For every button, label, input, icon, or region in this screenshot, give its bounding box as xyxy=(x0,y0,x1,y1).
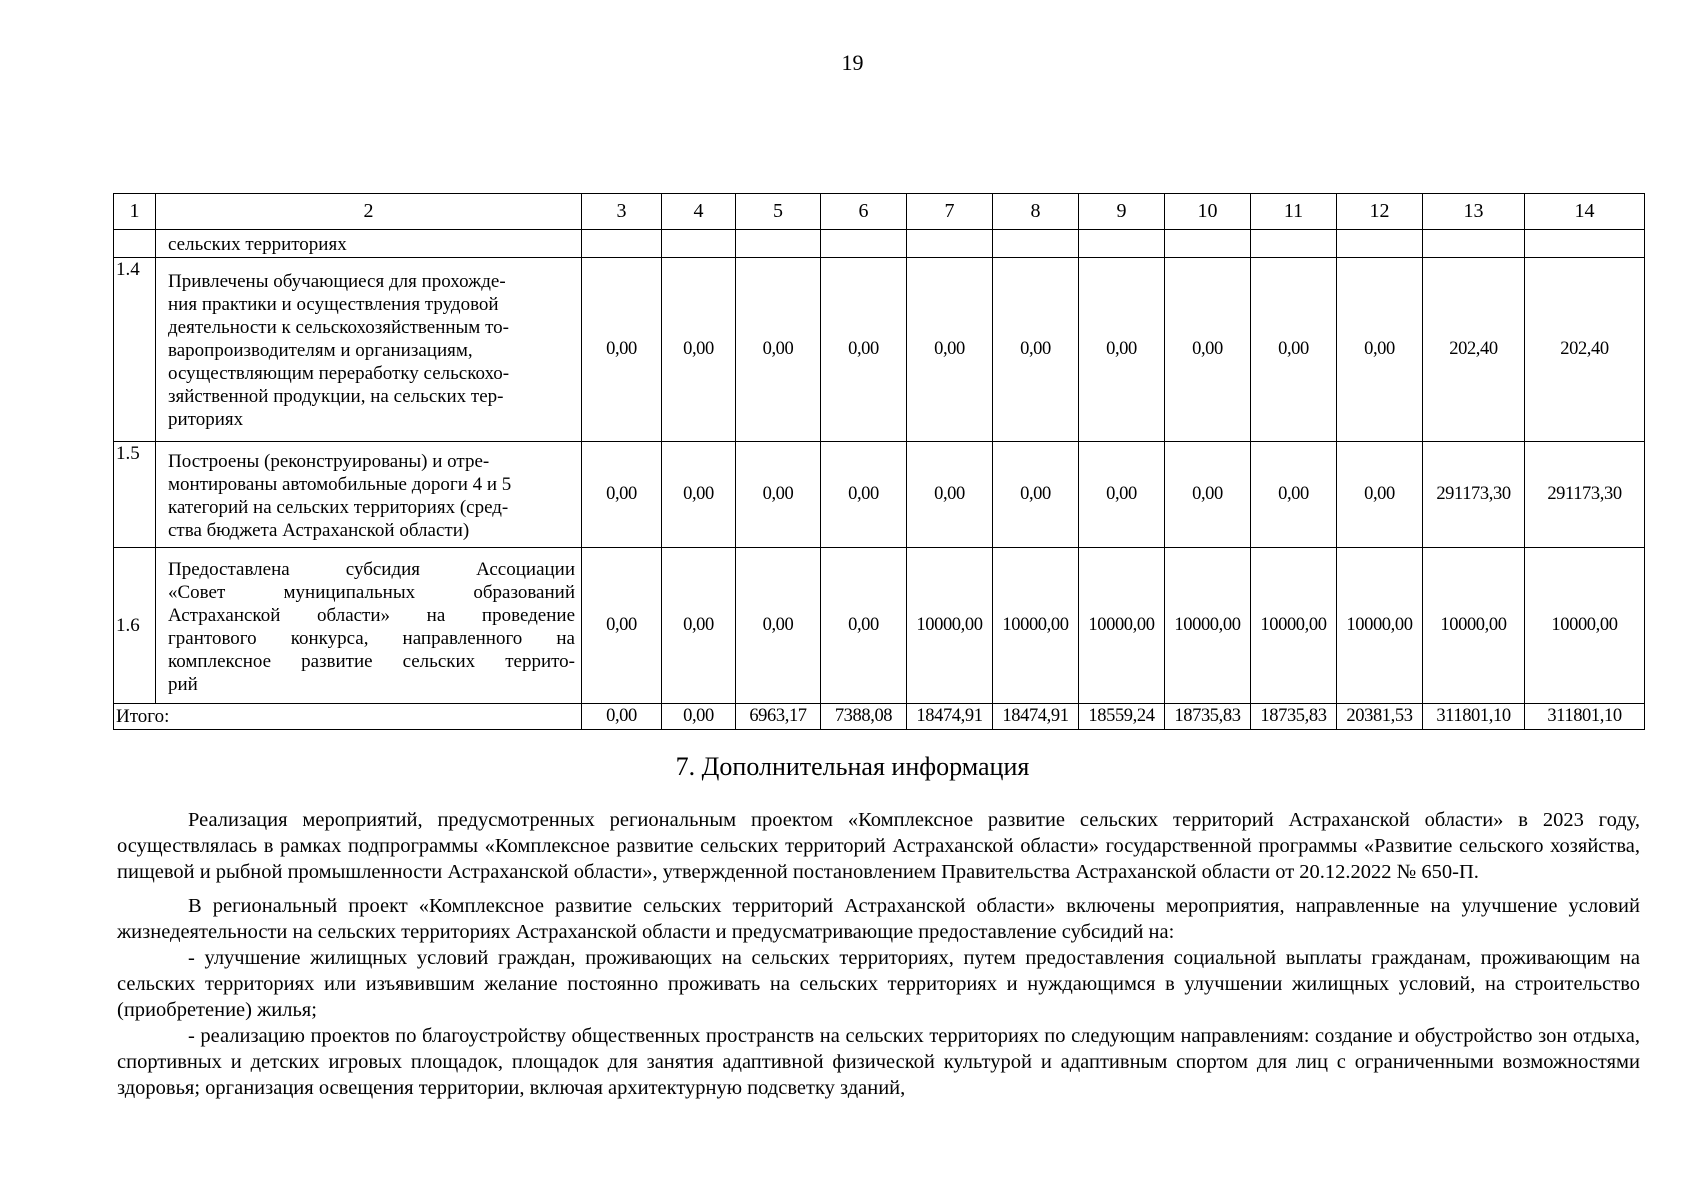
paragraph: Реализация мероприятий, предусмотренных региональным проектом «Комплексное развитие сельских территорий Астраханской области» в 2023 году, осуществлялась в рамках подпрограммы «Комплексное развитие сельских территорий Астраханской области» государственной программы «Развитие сельского хозяйства, пищевой и рыбной промышленности Астраханской области», утвержденной постановлением Правительства Астраханской области от 20.12.2022 № 650-П. xyxy=(117,809,1640,883)
empty-cell xyxy=(907,230,993,258)
row-description xyxy=(156,442,582,548)
description-line: Астраханской области» на проведение xyxy=(168,604,575,626)
section-heading: 7. Дополнительная информация xyxy=(675,752,1030,781)
empty-cell xyxy=(1423,230,1525,258)
value-cell: 202,40 xyxy=(1423,258,1525,442)
empty-cell xyxy=(1337,230,1423,258)
description-line: грантового конкурса, направленного на xyxy=(168,627,575,649)
value-cell: 0,00 xyxy=(821,442,907,548)
total-value-cell: 18474,91 xyxy=(907,704,993,730)
total-value-cell: 0,00 xyxy=(582,704,662,730)
total-value-cell: 18474,91 xyxy=(993,704,1079,730)
value-cell: 10000,00 xyxy=(907,548,993,704)
header-cell: 13 xyxy=(1423,194,1525,230)
empty-cell xyxy=(114,230,156,258)
value-cell: 202,40 xyxy=(1525,258,1645,442)
value-cell: 0,00 xyxy=(821,258,907,442)
value-cell: 10000,00 xyxy=(1165,548,1251,704)
value-cell: 0,00 xyxy=(582,548,662,704)
description-line: деятельности к сельскохозяйственным то- xyxy=(168,317,509,338)
empty-cell xyxy=(993,230,1079,258)
description-line: ства бюджета Астраханской области) xyxy=(168,519,470,541)
total-value-cell: 6963,17 xyxy=(736,704,821,730)
total-value-cell: 311801,10 xyxy=(1525,704,1645,730)
table-row-continuation xyxy=(114,230,1645,258)
table-total-row xyxy=(114,704,1645,730)
header-cell: 5 xyxy=(736,194,821,230)
paragraph: - улучшение жилищных условий граждан, проживающих на сельских территориях, путем предоставления социальной выплаты гражданам, проживающим на сельских территориях или изъявившим желание постоянно проживать на сельских территориях и нуждающимся в улучшении жилищных условий, на строительство (приобретение) жилья; xyxy=(117,947,1640,1021)
value-cell: 291173,30 xyxy=(1525,442,1645,548)
total-value-cell: 311801,10 xyxy=(1423,704,1525,730)
empty-cell xyxy=(1251,230,1337,258)
value-cell: 0,00 xyxy=(662,442,736,548)
value-cell: 0,00 xyxy=(736,442,821,548)
value-cell: 10000,00 xyxy=(1251,548,1337,704)
description-line: риториях xyxy=(168,409,244,430)
value-cell: 0,00 xyxy=(582,258,662,442)
value-cell: 0,00 xyxy=(736,548,821,704)
row-number: 1.6 xyxy=(114,548,156,704)
header-cell: 10 xyxy=(1165,194,1251,230)
continuation-text: сельских территориях xyxy=(156,230,582,258)
table-header-row xyxy=(114,194,1645,230)
total-value-cell: 7388,08 xyxy=(821,704,907,730)
header-cell: 2 xyxy=(156,194,582,230)
description-line: зяйственной продукции, на сельских тер- xyxy=(168,386,504,407)
row-description xyxy=(156,258,582,442)
header-cell: 11 xyxy=(1251,194,1337,230)
value-cell: 0,00 xyxy=(662,258,736,442)
value-cell: 0,00 xyxy=(1251,442,1337,548)
value-cell: 0,00 xyxy=(907,258,993,442)
description-line: «Совет муниципальных образований xyxy=(168,581,575,603)
value-cell: 10000,00 xyxy=(993,548,1079,704)
value-cell: 0,00 xyxy=(582,442,662,548)
total-value-cell: 18735,83 xyxy=(1251,704,1337,730)
description-line: монтированы автомобильные дороги 4 и 5 xyxy=(168,473,512,495)
total-value-cell: 18559,24 xyxy=(1079,704,1165,730)
header-cell: 6 xyxy=(821,194,907,230)
value-cell: 0,00 xyxy=(736,258,821,442)
empty-cell xyxy=(1079,230,1165,258)
description-line: Привлечены обучающиеся для прохожде- xyxy=(168,271,506,292)
description-line: осуществляющим переработку сельскохо- xyxy=(168,363,510,384)
empty-cell xyxy=(1525,230,1645,258)
value-cell: 291173,30 xyxy=(1423,442,1525,548)
row-description xyxy=(156,548,582,704)
total-value-cell: 20381,53 xyxy=(1337,704,1423,730)
value-cell: 10000,00 xyxy=(1079,548,1165,704)
total-value-cell: 18735,83 xyxy=(1165,704,1251,730)
table-row xyxy=(114,258,1645,442)
description-line: Предоставлена субсидия Ассоциации xyxy=(168,558,575,580)
description-line: рий xyxy=(168,673,198,695)
header-cell: 9 xyxy=(1079,194,1165,230)
description-line: категорий на сельских территориях (сред- xyxy=(168,496,509,518)
value-cell: 0,00 xyxy=(1337,258,1423,442)
value-cell: 0,00 xyxy=(907,442,993,548)
header-cell: 1 xyxy=(114,194,156,230)
description-line: Построены (реконструированы) и отре- xyxy=(168,450,490,472)
value-cell: 10000,00 xyxy=(1525,548,1645,704)
value-cell: 0,00 xyxy=(1251,258,1337,442)
description-line: комплексное развитие сельских террито- xyxy=(168,650,575,672)
header-cell: 3 xyxy=(582,194,662,230)
funding-table xyxy=(113,193,1645,730)
empty-cell xyxy=(821,230,907,258)
value-cell: 0,00 xyxy=(1165,442,1251,548)
table-row xyxy=(114,548,1645,704)
paragraph: В региональный проект «Комплексное развитие сельских территорий Астраханской области» включены мероприятия, направленные на улучшение условий жизнедеятельности на сельских территориях Астраханской области и предусматривающие предоставление субсидий на: xyxy=(117,895,1640,943)
empty-cell xyxy=(582,230,662,258)
empty-cell xyxy=(662,230,736,258)
value-cell: 10000,00 xyxy=(1337,548,1423,704)
header-cell: 7 xyxy=(907,194,993,230)
empty-cell xyxy=(736,230,821,258)
value-cell: 0,00 xyxy=(662,548,736,704)
table-row xyxy=(114,442,1645,548)
header-cell: 12 xyxy=(1337,194,1423,230)
header-cell: 8 xyxy=(993,194,1079,230)
value-cell: 10000,00 xyxy=(1423,548,1525,704)
description-line: варопроизводителям и организациям, xyxy=(168,340,473,361)
value-cell: 0,00 xyxy=(821,548,907,704)
value-cell: 0,00 xyxy=(993,442,1079,548)
row-number: 1.4 xyxy=(114,258,156,442)
value-cell: 0,00 xyxy=(1337,442,1423,548)
row-number: 1.5 xyxy=(114,442,156,548)
empty-cell xyxy=(1165,230,1251,258)
value-cell: 0,00 xyxy=(1079,258,1165,442)
header-cell: 4 xyxy=(662,194,736,230)
paragraph: - реализацию проектов по благоустройству общественных пространств на сельских территориях по следующим направлениям: создание и обустройство зон отдыха, спортивных и детских игровых площадок, площадок для занятия адаптивной физической культурой и адаптивным спортом для лиц с ограниченными возможностями здоровья; организация освещения территории, включая архитектурную подсветку зданий, xyxy=(117,1025,1640,1099)
value-cell: 0,00 xyxy=(993,258,1079,442)
value-cell: 0,00 xyxy=(1079,442,1165,548)
description-line: ния практики и осуществления трудовой xyxy=(168,294,499,315)
total-label: Итого: xyxy=(114,704,582,730)
section-body xyxy=(117,807,1640,1101)
value-cell: 0,00 xyxy=(1165,258,1251,442)
page-number: 19 xyxy=(841,50,864,75)
total-value-cell: 0,00 xyxy=(662,704,736,730)
header-cell: 14 xyxy=(1525,194,1645,230)
